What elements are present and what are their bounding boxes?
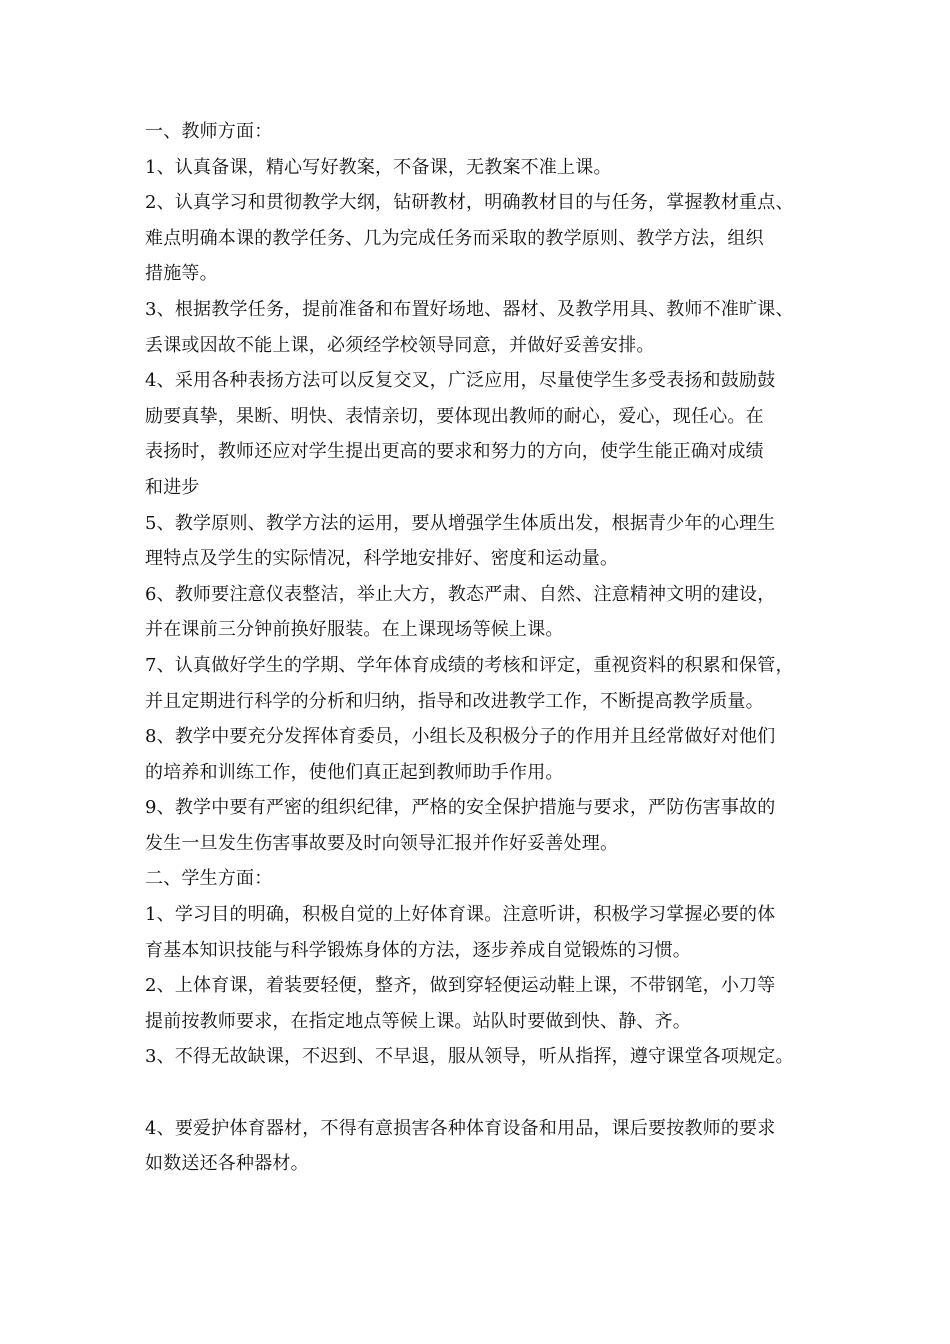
blank-line: [145, 1075, 825, 1111]
paragraph-line: 提前按教师要求，在指定地点等候上课。站队时要做到快、静、齐。: [145, 1010, 691, 1032]
section-heading-teachers: 一、教师方面：: [145, 121, 273, 142]
document-body: [145, 114, 825, 1182]
paragraph-line: 9、教学中要有严密的组织纪律，严格的安全保护措施与要求，严防伤害事故的: [145, 797, 776, 819]
paragraph-line: 丢课或因故不能上课，必须经学校领导同意，并做好妥善安排。: [145, 334, 655, 356]
paragraph-line: 并在课前三分钟前换好服装。在上课现场等候上课。: [145, 619, 564, 641]
paragraph-line: 1、学习目的明确，积极自觉的上好体育课。注意听讲，积极学习掌握必要的体: [145, 904, 776, 926]
paragraph-line: 3、根据教学任务，提前准备和布置好场地、器材、及教学用具、教师不准旷课、: [145, 298, 794, 320]
paragraph-line: 励要真挚，果断、明快、表情亲切，要体现出教师的耐心，爱心，现任心。在: [145, 405, 764, 427]
paragraph-line: 发生一旦发生伤害事故要及时向领导汇报并作好妥善处理。: [145, 832, 619, 854]
paragraph-line: 8、教学中要充分发挥体育委员，小组长及积极分子的作用并且经常做好对他们: [145, 726, 776, 748]
paragraph-line: 表扬时，教师还应对学生提出更高的要求和努力的方向，使学生能正确对成绩: [145, 441, 764, 463]
paragraph-line: 育基本知识技能与科学锻炼身体的方法，逐步养成自觉锻炼的习惯。: [145, 939, 691, 961]
paragraph-line: 如数送还各种器材。: [145, 1153, 309, 1175]
paragraph-line: 4、要爱护体育器材，不得有意损害各种体育设备和用品，课后要按教师的要求: [145, 1117, 776, 1139]
paragraph-line: 7、认真做好学生的学期、学年体育成绩的考核和评定，重视资料的积累和保管，: [145, 654, 794, 676]
paragraph-line: 2、上体育课，着装要轻便，整齐，做到穿轻便运动鞋上课，不带钢笔，小刀等: [145, 975, 776, 997]
paragraph-line: 措施等。: [145, 263, 218, 285]
paragraph-line: 和进步: [145, 476, 200, 498]
paragraph-line: 2、认真学习和贯彻教学大纲，钻研教材，明确教材目的与任务，掌握教材重点、: [145, 192, 794, 214]
paragraph-line: 的培养和训练工作，使他们真正起到教师助手作用。: [145, 761, 564, 783]
paragraph-line: 理特点及学生的实际情况，科学地安排好、密度和运动量。: [145, 548, 619, 570]
paragraph-line: 3、不得无故缺课，不迟到、不早退，服从领导，听从指挥，遵守课堂各项规定。: [145, 1046, 794, 1068]
paragraph-line: 5、教学原则、教学方法的运用，要从增强学生体质出发，根据青少年的心理生: [145, 512, 776, 534]
paragraph-line: 1、认真备课，精心写好教案，不备课，无教案不准上课。: [145, 156, 612, 178]
paragraph-line: 并且定期进行科学的分析和归纳，指导和改进教学工作，不断提高教学质量。: [145, 690, 764, 712]
paragraph-line: 6、教师要注意仪表整洁，举止大方，教态严肃、自然、注意精神文明的建设，: [145, 583, 776, 605]
paragraph-line: 4、采用各种表扬方法可以反复交叉，广泛应用，尽量使学生多受表扬和鼓励鼓: [145, 370, 776, 392]
paragraph-line: 难点明确本课的教学任务、几为完成任务而采取的教学原则、教学方法，组织: [145, 227, 764, 249]
section-heading-students: 二、学生方面：: [145, 868, 273, 890]
